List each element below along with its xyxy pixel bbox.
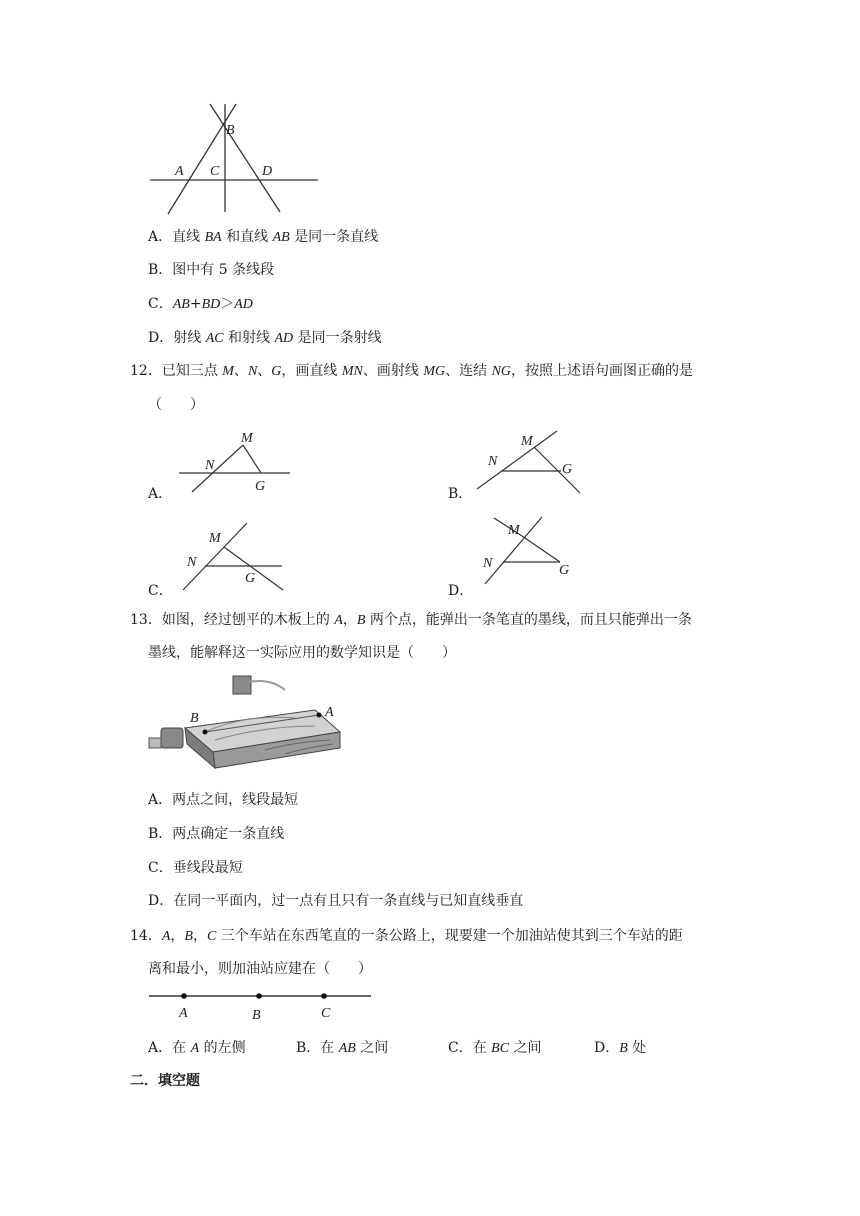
q12-option-b-figure[interactable] — [475, 425, 595, 495]
q11-option-a[interactable]: A．直线 BA 和直线 AB 是同一条直线 — [148, 229, 379, 245]
q12-option-a-figure[interactable] — [175, 428, 295, 498]
q12-option-c-letter[interactable]: C． — [148, 583, 173, 599]
q12d-label-g: G — [559, 563, 570, 578]
q13-stem-line1: 13．如图，经过刨平的木板上的 A，B 两个点，能弹出一条笔直的墨线，而且只能弹出一条 — [130, 612, 692, 628]
q12d-label-n: N — [483, 556, 493, 571]
fig11-label-a: A — [175, 164, 184, 179]
q13-option-a[interactable]: A．两点之间，线段最短 — [148, 792, 299, 808]
q11-option-d[interactable]: D．射线 AC 和射线 AD 是同一条射线 — [148, 330, 382, 346]
q14-option-c[interactable]: C．在 BC 之间 — [448, 1040, 542, 1056]
q12c-label-g: G — [245, 571, 256, 586]
q12c-label-n: N — [187, 555, 197, 570]
fig14-label-b: B — [252, 1008, 261, 1023]
q13-option-d[interactable]: D．在同一平面内，过一点有且只有一条直线与已知直线垂直 — [148, 893, 524, 909]
fig13-label-b: B — [190, 711, 199, 726]
fig11-label-c: C — [210, 164, 220, 179]
q12-stem-line1: 12．已知三点 M、N、G，画直线 MN、画射线 MG、连结 NG，按照上述语句画图正确的是 — [130, 363, 694, 379]
q12-option-d-figure[interactable] — [475, 512, 595, 592]
section-title: 二．填空题 — [130, 1073, 200, 1089]
fig14-label-c: C — [321, 1006, 331, 1021]
q14-option-b[interactable]: B．在 AB 之间 — [296, 1040, 389, 1056]
fig13-label-a: A — [325, 705, 334, 720]
q12-option-b-letter[interactable]: B． — [448, 486, 473, 502]
fig11-label-d: D — [262, 164, 273, 179]
q14-option-d[interactable]: D．B 处 — [594, 1040, 647, 1056]
q12d-label-m: M — [508, 523, 520, 538]
q13-stem-line2: 墨线，能解释这一实际应用的数学知识是（ ） — [148, 645, 456, 661]
q12-option-d-letter[interactable]: D． — [448, 583, 474, 599]
q14-stem-line2: 离和最小，则加油站应建在（ ） — [148, 961, 372, 977]
q13-option-b[interactable]: B．两点确定一条直线 — [148, 826, 285, 842]
q12-option-a-letter[interactable]: A． — [148, 486, 173, 502]
q14-option-a[interactable]: A．在 A 的左侧 — [148, 1040, 246, 1056]
q12a-label-m: M — [241, 431, 253, 446]
q13-wood-board-figure — [145, 670, 345, 770]
q14-stem-line1: 14．A，B，C 三个车站在东西笔直的一条公路上，现要建一个加油站使其到三个车站的距 — [130, 928, 683, 944]
q14-road-figure — [145, 985, 375, 1025]
fig11-label-b: B — [226, 123, 235, 138]
q11-figure — [140, 100, 330, 220]
q12-option-c-figure[interactable] — [175, 520, 295, 595]
q13-option-c[interactable]: C．垂线段最短 — [148, 860, 243, 876]
q11-option-c[interactable]: C．AB+BD＞AD — [148, 296, 253, 312]
q12a-label-g: G — [255, 479, 266, 494]
q11-option-b[interactable]: B．图中有 5 条线段 — [148, 262, 275, 278]
q12b-label-n: N — [488, 454, 498, 469]
q12c-label-m: M — [209, 531, 221, 546]
q12-stem-line2: （ ） — [148, 397, 204, 413]
fig14-label-a: A — [179, 1006, 188, 1021]
q12b-label-m: M — [521, 434, 533, 449]
q12a-label-n: N — [205, 458, 215, 473]
q12b-label-g: G — [562, 462, 573, 477]
